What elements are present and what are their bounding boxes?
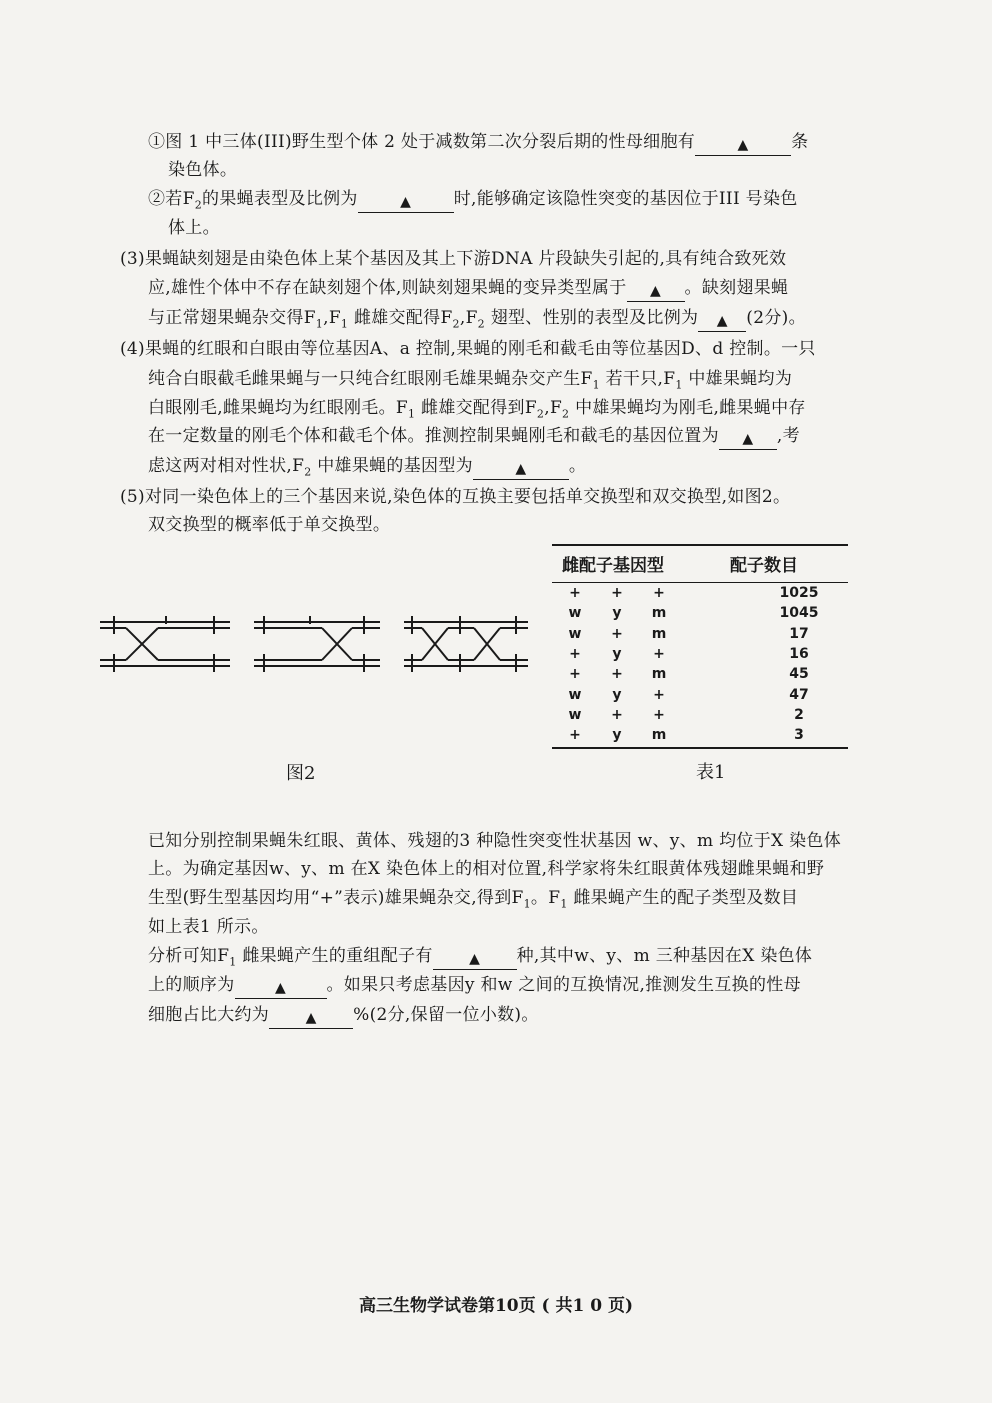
single-crossover-left xyxy=(100,616,230,672)
q1-line1: ①图 1 中三体(III)野生型个体 2 处于减数第二次分裂后期的性母细胞有 ▲ 条 xyxy=(148,130,808,154)
gene-cell: w xyxy=(568,686,582,703)
p4-line1: (4)果蝇的红眼和白眼由等位基因A、a 控制,果蝇的刚毛和截毛由等位基因D、d 控制。一只 xyxy=(120,339,816,359)
figure-2-crossover-diagram xyxy=(96,604,536,684)
table-1-gametes xyxy=(552,544,848,749)
gene-cell: + xyxy=(653,585,665,602)
answer-blank[interactable]: ▲ xyxy=(698,310,746,332)
table-header-genotype: 雌配子基因型 xyxy=(552,545,680,583)
p3-line3: 与正常翅果蝇杂交得$F_1,F_1$ 雌雄交配得$F_2,F_2$ 翅型、性别的表型及比例为 ▲ (2分)。 xyxy=(148,308,806,331)
double-crossover-right xyxy=(404,616,528,672)
table-row xyxy=(552,603,848,623)
gene-cell: y xyxy=(612,646,622,663)
gene-cell: w xyxy=(568,605,582,622)
count-cell: 2 xyxy=(794,706,804,723)
count-cell: 1045 xyxy=(779,605,819,622)
gene-cell: w xyxy=(568,706,582,723)
gene-cell: y xyxy=(612,605,622,622)
gene-cell: + xyxy=(611,585,623,602)
count-cell: 47 xyxy=(789,686,809,703)
table-1-caption: 表1 xyxy=(696,762,726,783)
gene-cell: + xyxy=(611,706,623,723)
p7-line3: 细胞占比大约为 ▲ %(2分,保留一位小数)。 xyxy=(148,1003,539,1027)
p5-line2: 双交换型的概率低于单交换型。 xyxy=(148,515,391,535)
table-row xyxy=(552,644,848,664)
p5-line1: (5)对同一染色体上的三个基因来说,染色体的互换主要包括单交换型和双交换型,如图2。 xyxy=(120,487,791,507)
table-row xyxy=(552,624,848,644)
answer-blank[interactable]: ▲ xyxy=(269,1007,353,1029)
p3-line1: (3)果蝇缺刻翅是由染色体上某个基因及其上下游DNA 片段缺失引起的,具有纯合致死效 xyxy=(120,249,787,269)
gene-cell: + xyxy=(653,706,665,723)
gene-cell: + xyxy=(569,646,581,663)
gene-cell: + xyxy=(569,585,581,602)
table-row xyxy=(552,684,848,704)
single-crossover-middle xyxy=(254,616,380,672)
answer-blank[interactable]: ▲ xyxy=(235,977,327,999)
answer-blank[interactable]: ▲ xyxy=(695,134,791,156)
table-row xyxy=(552,664,848,684)
p6-line4: 如上表1 所示。 xyxy=(148,917,269,937)
gene-cell: m xyxy=(638,725,680,748)
count-cell: 1025 xyxy=(779,585,819,602)
gene-cell: y xyxy=(596,725,638,748)
table-row xyxy=(552,725,848,748)
figure-2-caption: 图2 xyxy=(286,763,316,784)
q1-line2: 染色体。 xyxy=(168,160,238,180)
gene-cell: y xyxy=(612,686,622,703)
p4-line5: 虑这两对相对性状$,F_2$ 中雄果蝇的基因型为 ▲ 。 xyxy=(148,456,587,479)
p7-line1: 分析可知$F_1$ 雌果蝇产生的重组配子有 ▲ 种,其中w、y、m 三种基因在X 染色体 xyxy=(148,946,813,969)
gene-cell: + xyxy=(569,666,581,683)
gene-cell: + xyxy=(611,625,623,642)
table-row xyxy=(552,583,848,604)
page-footer: 高三生物学试卷第10页 ( 共1 0 页) xyxy=(358,1296,634,1316)
q2-line1: ②若$F_2$的果蝇表型及比例为 ▲ 时,能够确定该隐性突变的基因位于III 号染色 xyxy=(148,189,798,212)
p3-line2: 应,雄性个体中不存在缺刻翅个体,则缺刻翅果蝇的变异类型属于 ▲ 。缺刻翅果蝇 xyxy=(148,276,788,300)
answer-blank[interactable]: ▲ xyxy=(433,948,517,970)
count-cell: 17 xyxy=(789,625,809,642)
gene-cell: + xyxy=(653,646,665,663)
answer-blank[interactable]: ▲ xyxy=(358,191,454,213)
gene-cell: + xyxy=(653,686,665,703)
count-cell: 45 xyxy=(789,666,809,683)
table-row xyxy=(552,705,848,725)
gene-cell: m xyxy=(651,625,667,642)
p4-line4: 在一定数量的刚毛个体和截毛个体。推测控制果蝇刚毛和截毛的基因位置为 ▲ ,考 xyxy=(148,424,800,448)
q2-line2: 体上。 xyxy=(168,218,220,238)
gene-cell: w xyxy=(568,625,582,642)
gene-cell: + xyxy=(611,666,623,683)
count-cell: 16 xyxy=(789,646,809,663)
p6-line1: 已知分别控制果蝇朱红眼、黄体、残翅的3 种隐性突变性状基因 w、y、m 均位于X 染色体 xyxy=(148,831,842,851)
p6-line3: 生型(野生型基因均用“+”表示)雄果蝇杂交,得到$F_1$。$F_1$ 雌果蝇产生的配子类型及数目 xyxy=(148,888,799,911)
answer-blank[interactable]: ▲ xyxy=(627,280,685,302)
p7-line2: 上的顺序为 ▲ 。如果只考虑基因y 和w 之间的互换情况,推测发生互换的性母 xyxy=(148,973,801,997)
gene-cell: m xyxy=(651,605,667,622)
table-header-count: 配子数目 xyxy=(680,545,848,583)
answer-blank[interactable]: ▲ xyxy=(473,458,569,480)
answer-blank[interactable]: ▲ xyxy=(719,428,777,450)
gene-cell: + xyxy=(552,725,596,748)
p4-line2: 纯合白眼截毛雌果蝇与一只纯合红眼刚毛雄果蝇杂交产生$F_1$ 若干只$,F_1$ 中雄果蝇均为 xyxy=(148,369,793,392)
count-cell: 3 xyxy=(680,725,848,748)
gene-cell: m xyxy=(651,666,667,683)
p6-line2: 上。为确定基因w、y、m 在X 染色体上的相对位置,科学家将朱红眼黄体残翅雌果蝇和野 xyxy=(148,859,825,879)
p4-line3: 白眼刚毛,雌果蝇均为红眼刚毛。$F_1$ 雌雄交配得到$F_2,F_2$ 中雄果蝇均为刚毛,雌果蝇中存 xyxy=(148,398,806,421)
